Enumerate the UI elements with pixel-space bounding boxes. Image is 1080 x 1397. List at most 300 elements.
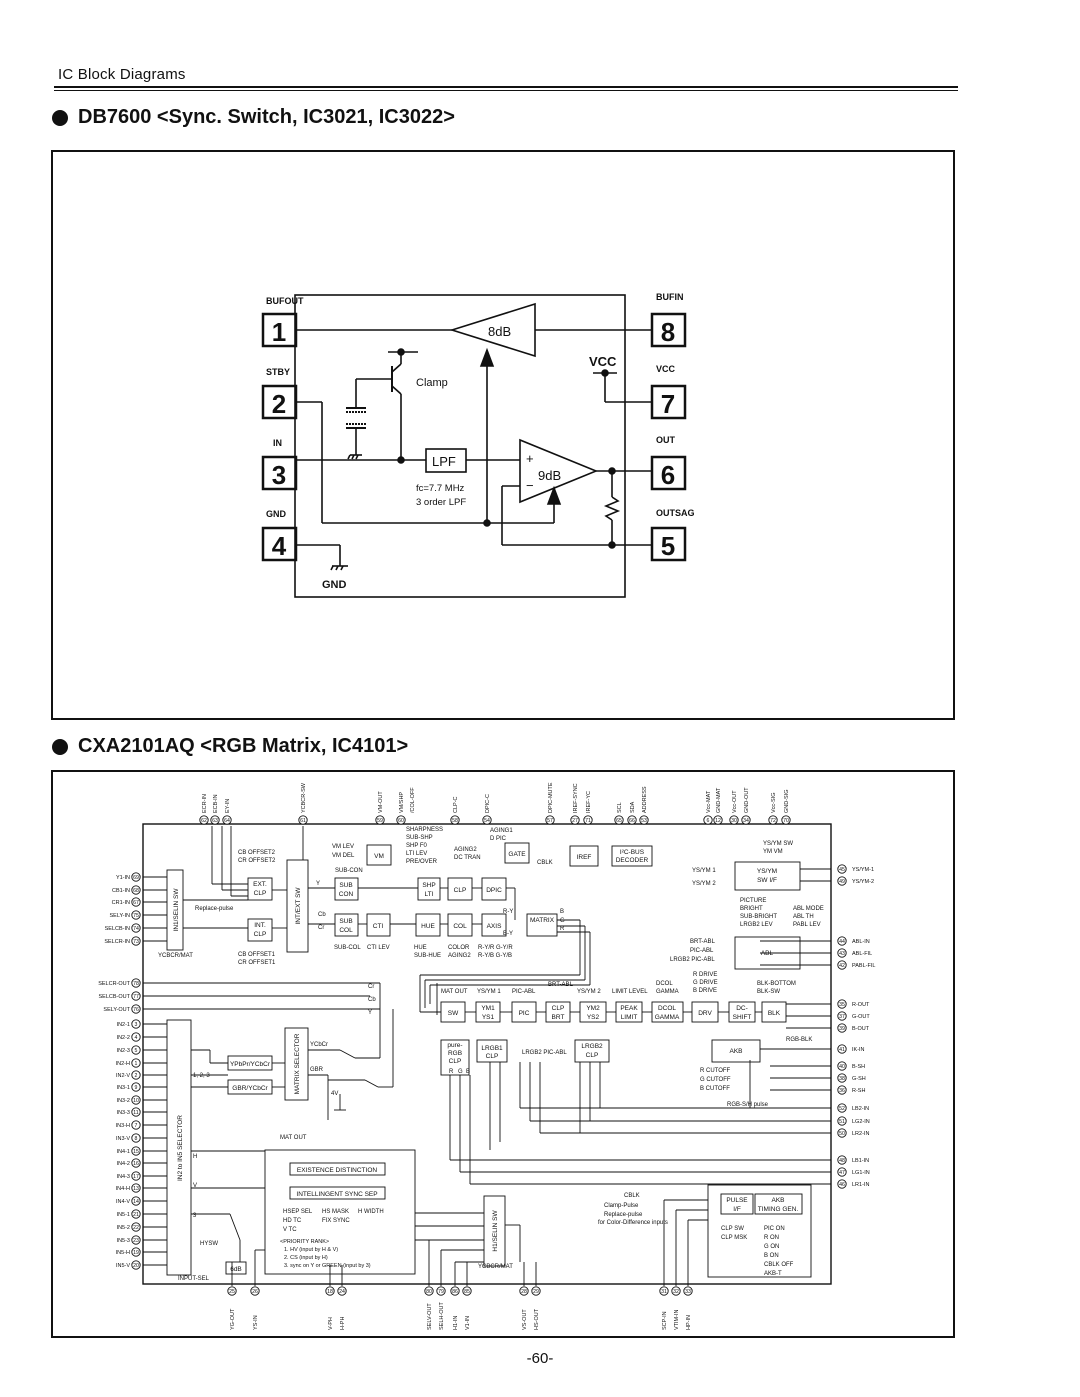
label: V TC <box>283 1227 297 1233</box>
label: PIC ON <box>764 1226 785 1232</box>
pin-number: 8 <box>660 317 676 347</box>
pin-number: 33 <box>685 1289 691 1295</box>
pin-name: R-OUT <box>852 1002 870 1008</box>
label: B <box>466 1069 471 1075</box>
label: LIMIT <box>620 1014 638 1021</box>
pin-name: BUFOUT <box>266 296 304 306</box>
pin-number: 73 <box>133 939 139 945</box>
pin-number: 52 <box>839 1106 845 1112</box>
pin-number: 62 <box>201 818 207 824</box>
pin-name: IN2-1 <box>116 1022 130 1028</box>
label: R-Y <box>503 909 514 915</box>
label: Cr <box>318 925 325 931</box>
label: <PRIORITY RANK> <box>280 1239 330 1245</box>
pin-name: EY-IN <box>225 798 231 813</box>
label: G CUTOFF <box>700 1077 731 1083</box>
pin-number: 51 <box>839 1119 845 1125</box>
label: CBLK <box>624 1193 640 1199</box>
label: R DRIVE <box>693 972 718 978</box>
label: CON <box>338 891 354 898</box>
pin-name: VTIM-IN <box>674 1309 680 1330</box>
right-pins <box>838 865 876 1188</box>
pin-name: LR2-IN <box>852 1131 870 1137</box>
pin-name: GND <box>266 509 286 519</box>
pin-name: IN2-H <box>115 1061 130 1067</box>
label: D PIC <box>490 836 507 842</box>
opamp-plus: + <box>526 451 534 466</box>
label: SUB-CON <box>335 868 363 874</box>
label: CTI LEV <box>367 945 390 951</box>
top-pins <box>200 782 790 824</box>
pin-name: SCL <box>617 802 623 813</box>
pin-number: 66 <box>629 818 635 824</box>
pin-name: LB1-IN <box>852 1158 870 1164</box>
pin-number: 48 <box>839 1158 845 1164</box>
label: H WIDTH <box>358 1209 384 1215</box>
label: SUB <box>339 882 353 889</box>
label: SUB-HUE <box>414 953 442 959</box>
pin-number: 59 <box>377 818 383 824</box>
label: LRGB2 PIC-ABL <box>522 1050 567 1056</box>
pin-number: 40 <box>839 1064 845 1070</box>
pin-name: SELCR-IN <box>104 939 130 945</box>
pin-number: 29 <box>533 1289 539 1295</box>
label: CLP SW <box>721 1226 744 1232</box>
pin-name: IN3-V <box>115 1136 130 1142</box>
pin-name: IN4-2 <box>116 1161 130 1167</box>
pin-number: 46 <box>839 1182 845 1188</box>
pin-number: 47 <box>839 1170 845 1176</box>
label: YCbCr <box>310 1042 329 1048</box>
opamp-minus: − <box>526 478 534 493</box>
label: LRGB2 PIC-ABL <box>670 957 715 963</box>
pin-number: 7 <box>660 389 676 419</box>
pin-name: CR1-IN <box>111 900 130 906</box>
label: G <box>560 918 565 924</box>
pin-number: 60 <box>398 818 404 824</box>
pin-number: 3 <box>271 460 287 490</box>
label: PULSE <box>726 1197 748 1204</box>
pin-number: 37 <box>839 1014 845 1020</box>
label: PEAK <box>620 1005 638 1012</box>
pin-number: 85 <box>464 1289 470 1295</box>
pin-number: 57 <box>547 818 553 824</box>
label: ABL TH <box>793 914 814 920</box>
pin-number: 79 <box>438 1289 444 1295</box>
section-header: IC Block Diagrams <box>58 66 186 83</box>
pin-number: 54 <box>484 818 490 824</box>
label: SUB <box>339 918 353 925</box>
label: CB OFFSET2 <box>238 850 276 856</box>
label: INTELLINGENT SYNC SEP <box>296 1191 378 1198</box>
section2-title: CXA2101AQ <RGB Matrix, IC4101> <box>78 735 409 757</box>
pin-name: IN4-1 <box>116 1149 130 1155</box>
label: HS MASK <box>322 1209 350 1215</box>
label: Replace-pulse <box>604 1212 643 1218</box>
pin-number: 20 <box>133 1263 139 1269</box>
pin-name: IN5-1 <box>116 1212 130 1218</box>
pin-number: 6 <box>660 460 676 490</box>
label: 3 <box>193 1213 197 1219</box>
pin-number: 19 <box>133 1250 139 1256</box>
pin-number: 17 <box>133 1174 139 1180</box>
label: Cb <box>368 997 376 1003</box>
pin-number: 39 <box>839 1026 845 1032</box>
bottom-pins <box>228 1287 692 1330</box>
label: YS/YM SW <box>763 841 794 847</box>
pin-name: DPIC-C <box>485 794 491 813</box>
pin-name: YG-OUT <box>230 1308 236 1330</box>
pin-name: OUT <box>656 435 675 445</box>
label: YS/YM 2 <box>692 881 716 887</box>
pin-name: Vcc-SIG <box>771 792 777 813</box>
pin-number: 5 <box>134 1048 138 1054</box>
label: B-Y <box>503 931 514 937</box>
pin-number: 15 <box>133 1149 139 1155</box>
label: G DRIVE <box>693 980 718 986</box>
label: R-Y/B G-Y/B <box>478 953 513 959</box>
label: CLP <box>551 1005 565 1012</box>
pin-number: 53 <box>641 818 647 824</box>
label: R ON <box>764 1235 779 1241</box>
pin-name: SDA <box>630 801 636 813</box>
label: CLP <box>453 887 467 894</box>
label: PIC-ABL <box>512 989 536 995</box>
label: INT/EXT SW <box>295 887 302 925</box>
label: CLP <box>585 1052 599 1059</box>
pin-number: 5 <box>660 531 676 561</box>
pin-name: DPIC-MUTE <box>548 782 554 813</box>
label: R <box>560 926 565 932</box>
pin-number: 35 <box>839 1002 845 1008</box>
pin-name: HP-IN <box>686 1315 692 1330</box>
label: R <box>449 1069 454 1075</box>
pin-name: H-PH <box>340 1316 346 1330</box>
pin-number: 1 <box>271 317 287 347</box>
label: GAMMA <box>656 989 679 995</box>
label: LRGB1 <box>481 1045 503 1052</box>
label: LRGB2 LEV <box>740 922 773 928</box>
pin-name: YCBCR-SW <box>301 783 307 813</box>
label: YM2 <box>586 1005 600 1012</box>
pin-name: IN2-3 <box>116 1048 130 1054</box>
label: CTI <box>372 923 384 930</box>
label: COL <box>453 923 467 930</box>
label: BRIGHT <box>740 906 763 912</box>
label: LTI <box>424 891 434 898</box>
pin-name: SELV-OUT <box>427 1303 433 1330</box>
lpf-order-label: 3 order LPF <box>416 497 467 508</box>
label: ABL <box>760 950 774 957</box>
pin-number: 64 <box>224 818 230 824</box>
pin-number: 50 <box>839 1131 845 1137</box>
pin-number: 10 <box>133 1098 139 1104</box>
pin-name: VS-OUT <box>522 1309 528 1330</box>
pin-number: 23 <box>133 1238 139 1244</box>
pin-number: 76 <box>133 1007 139 1013</box>
label: YS1 <box>481 1014 495 1021</box>
pin-name: BUFIN <box>656 292 684 302</box>
label: SUB-SHP <box>406 835 433 841</box>
label: FIX SYNC <box>322 1218 350 1224</box>
label: B DRIVE <box>693 988 718 994</box>
label: Clamp-Pulse <box>604 1203 639 1209</box>
pin-number: 38 <box>839 1076 845 1082</box>
pin-number: 31 <box>661 1289 667 1295</box>
label: BLK <box>767 1010 781 1017</box>
label: CLP <box>448 1058 462 1065</box>
label: DC TRAN <box>454 855 481 861</box>
label: HUE <box>414 945 427 951</box>
pin-name: IN4-V <box>115 1199 130 1205</box>
label: Replace-pulse <box>195 906 234 912</box>
pin-number: 4 <box>134 1035 138 1041</box>
pin-name: IN2-2 <box>116 1035 130 1041</box>
page-number: -60- <box>526 1350 554 1367</box>
label: BRT <box>551 1014 565 1021</box>
pin-name: ABL-IN <box>852 939 870 945</box>
label: BRT-ABL <box>548 982 573 988</box>
label: B <box>560 909 565 915</box>
pin-number: 27 <box>572 818 578 824</box>
label: PIC-ABL <box>690 948 714 954</box>
pin-name: /COL-OFF <box>410 787 416 813</box>
pin-name: YS-IN <box>253 1315 259 1330</box>
label: SHP <box>422 882 436 889</box>
pin-number: 14 <box>133 1199 139 1205</box>
label: PABL LEV <box>793 922 821 928</box>
label: RGB-BLK <box>786 1037 813 1043</box>
label: MATRIX <box>529 917 555 924</box>
label: COLOR <box>448 945 470 951</box>
label: VM DEL <box>332 853 355 859</box>
label: AGING2 <box>448 953 471 959</box>
label: 3. sync on Y or GREEN (input by 3) <box>284 1263 371 1269</box>
pin-name: SELCB-IN <box>104 926 130 932</box>
label: CR OFFSET1 <box>238 960 276 966</box>
pin-number: 67 <box>133 900 139 906</box>
label: VM <box>374 853 384 860</box>
pin-name: G-SH <box>852 1076 866 1082</box>
label: DRV <box>698 1010 712 1017</box>
pin-number: 69 <box>133 875 139 881</box>
label: B CUTOFF <box>700 1086 730 1092</box>
pin-number: 8 <box>134 1136 138 1142</box>
label: HYSW <box>200 1241 218 1247</box>
pin-number: 71 <box>585 818 591 824</box>
label: GATE <box>508 851 526 858</box>
pin-name: IN3-H <box>115 1123 130 1129</box>
pin-name: IN3-3 <box>116 1110 130 1116</box>
label: CBLK OFF <box>764 1262 794 1268</box>
label: I²C-BUS <box>619 849 645 856</box>
pin-number: 7 <box>134 1123 138 1129</box>
pin-name: YS/YM-2 <box>852 879 875 885</box>
pin-number: 86 <box>452 1289 458 1295</box>
label: YM VM <box>763 849 783 855</box>
label: DCOL <box>656 981 673 987</box>
label: pure- <box>447 1042 463 1049</box>
pin-name: GND-OUT <box>744 787 750 813</box>
pin-name: IN2-V <box>115 1073 130 1079</box>
label: YS2 <box>586 1014 600 1021</box>
pin-name: LG1-IN <box>852 1170 870 1176</box>
pin-number: 2 <box>134 1073 138 1079</box>
pin-name: VM-OUT <box>378 791 384 813</box>
label: CLP <box>253 931 267 938</box>
pin-name: ECR-IN <box>202 794 208 813</box>
label: COL <box>339 927 353 934</box>
label: PIC <box>518 1010 530 1017</box>
pin-number: 68 <box>133 888 139 894</box>
pin-name: GND-MAT <box>716 787 722 813</box>
label: EXISTENCE DISTINCTION <box>296 1167 378 1174</box>
pin-number: 78 <box>133 981 139 987</box>
pin-name: STBY <box>266 367 291 377</box>
pin-name: IN5-V <box>115 1263 130 1269</box>
label: PICTURE <box>740 898 767 904</box>
label: G ON <box>764 1244 780 1250</box>
label: GBR <box>310 1067 324 1073</box>
pin-number: 3 <box>134 1022 138 1028</box>
clamp-label: Clamp <box>416 377 448 389</box>
pin-number: 11 <box>133 1110 139 1116</box>
label: AKB <box>771 1197 785 1204</box>
pin-name: Y1-IN <box>115 875 130 881</box>
pin-number: 28 <box>521 1289 527 1295</box>
pin-name: IN5-H <box>115 1250 130 1256</box>
label: LIMIT LEVEL <box>612 989 648 995</box>
pin-name: V-PH <box>328 1317 334 1330</box>
label: YS/YM 2 <box>577 989 601 995</box>
pin-name: IN4-H <box>115 1186 130 1192</box>
pin-number: 65 <box>616 818 622 824</box>
pin-number: 13 <box>133 1186 139 1192</box>
label: HD TC <box>283 1218 302 1224</box>
pin-number: 44 <box>839 939 845 945</box>
lpf-cutoff-label: fc=7.7 MHz <box>416 483 465 494</box>
label: YS/YM 1 <box>477 989 501 995</box>
label: YCBCR/MAT <box>478 1264 513 1270</box>
amp-gain-label: 9dB <box>538 468 562 483</box>
left-pins <box>98 873 140 1269</box>
pin-name: IN5-3 <box>116 1238 130 1244</box>
pin-name: CLP-C <box>453 796 459 813</box>
vcc-label: VCC <box>589 354 617 369</box>
label: CLP <box>253 890 267 897</box>
pin-number: 42 <box>839 963 845 969</box>
pin-number: 24 <box>339 1289 345 1295</box>
label: DECODER <box>615 857 649 864</box>
pin-name: IREF-SYNC <box>573 783 579 813</box>
pin-number: 25 <box>229 1289 235 1295</box>
pin-name: OUTSAG <box>656 508 695 518</box>
label: AGING1 <box>490 828 513 834</box>
pin-number: 22 <box>133 1225 139 1231</box>
pin-name: SELY-IN <box>109 913 130 919</box>
pin-number: 21 <box>133 1212 139 1218</box>
label: Cb <box>318 912 326 918</box>
label: CLP <box>485 1053 499 1060</box>
pin-number: 36 <box>839 1088 845 1094</box>
pin-name: SCP-IN <box>662 1311 668 1330</box>
pin-name: ECB-IN <box>213 794 219 813</box>
label: CBLK <box>537 860 553 866</box>
ysym-swif-block <box>735 862 800 890</box>
pin-number: 6 <box>706 818 710 824</box>
label: BRT-ABL <box>690 939 715 945</box>
pin-number: 58 <box>452 818 458 824</box>
pin-number: 30 <box>731 818 737 824</box>
label: R CUTOFF <box>700 1068 731 1074</box>
pin-name: SELCB-OUT <box>98 994 130 1000</box>
pin-number: 12 <box>715 818 721 824</box>
pin-number: 26 <box>252 1289 258 1295</box>
amp-gain-label: 8dB <box>488 324 512 339</box>
label: G <box>458 1069 463 1075</box>
label: AKB-T <box>764 1271 782 1277</box>
label: SUB-BRIGHT <box>740 914 778 920</box>
pin-name: CB1-IN <box>111 888 130 894</box>
lpf-label: LPF <box>432 454 456 469</box>
label: 1. HV (input by H & V) <box>284 1247 339 1253</box>
pin-number: 4 <box>271 531 287 561</box>
label: H <box>193 1154 198 1160</box>
pin-name: IN3-2 <box>116 1098 130 1104</box>
label: AKB <box>729 1048 743 1055</box>
pin-name: B-OUT <box>852 1026 870 1032</box>
pin-name: ABL-FIL <box>852 951 873 957</box>
label: 6dB <box>230 1266 242 1273</box>
label: BLK-SW <box>757 989 781 995</box>
label: SUB-COL <box>334 945 361 951</box>
label: SHARPNESS <box>406 827 444 833</box>
pin-number: 1 <box>134 1061 138 1067</box>
pin-name: B-SH <box>852 1064 866 1070</box>
label: LTI LEV <box>406 851 428 857</box>
pin-name: Vcc-OUT <box>732 790 738 813</box>
pin-name: Vcc-MAT <box>706 790 712 813</box>
label: IREF <box>576 854 592 861</box>
pin-number: 74 <box>133 926 139 932</box>
label: SW <box>447 1010 459 1017</box>
label: CLP MSK <box>721 1235 748 1241</box>
pin-number: 80 <box>426 1289 432 1295</box>
pin-number: 72 <box>770 818 776 824</box>
pin-number: 45 <box>839 867 845 873</box>
label: YPbPr/YCbCr <box>229 1061 271 1068</box>
label: B ON <box>764 1253 779 1259</box>
pin-name: HS-OUT <box>534 1308 540 1330</box>
label: DC- <box>736 1005 748 1012</box>
label: RGB-S/H pulse <box>727 1102 769 1108</box>
pin-name: VM/SHP <box>399 791 405 813</box>
section1-title: DB7600 <Sync. Switch, IC3021, IC3022> <box>78 106 455 128</box>
label: Y <box>316 881 321 887</box>
pin-name: IN4-3 <box>116 1174 130 1180</box>
label: INPUT-SEL <box>178 1276 210 1282</box>
pin-number: 70 <box>783 818 789 824</box>
label: YS/YM 1 <box>692 868 716 874</box>
pin-name: LR1-IN <box>852 1182 870 1188</box>
function-blocks <box>167 843 811 1277</box>
label: 2. CS (input by H) <box>284 1255 328 1261</box>
pin-name: H1-IN <box>453 1315 459 1330</box>
label: MAT OUT <box>280 1135 307 1141</box>
pin-number: 18 <box>327 1289 333 1295</box>
pin-name: IN <box>273 438 282 448</box>
label: SW I/F <box>757 877 777 884</box>
